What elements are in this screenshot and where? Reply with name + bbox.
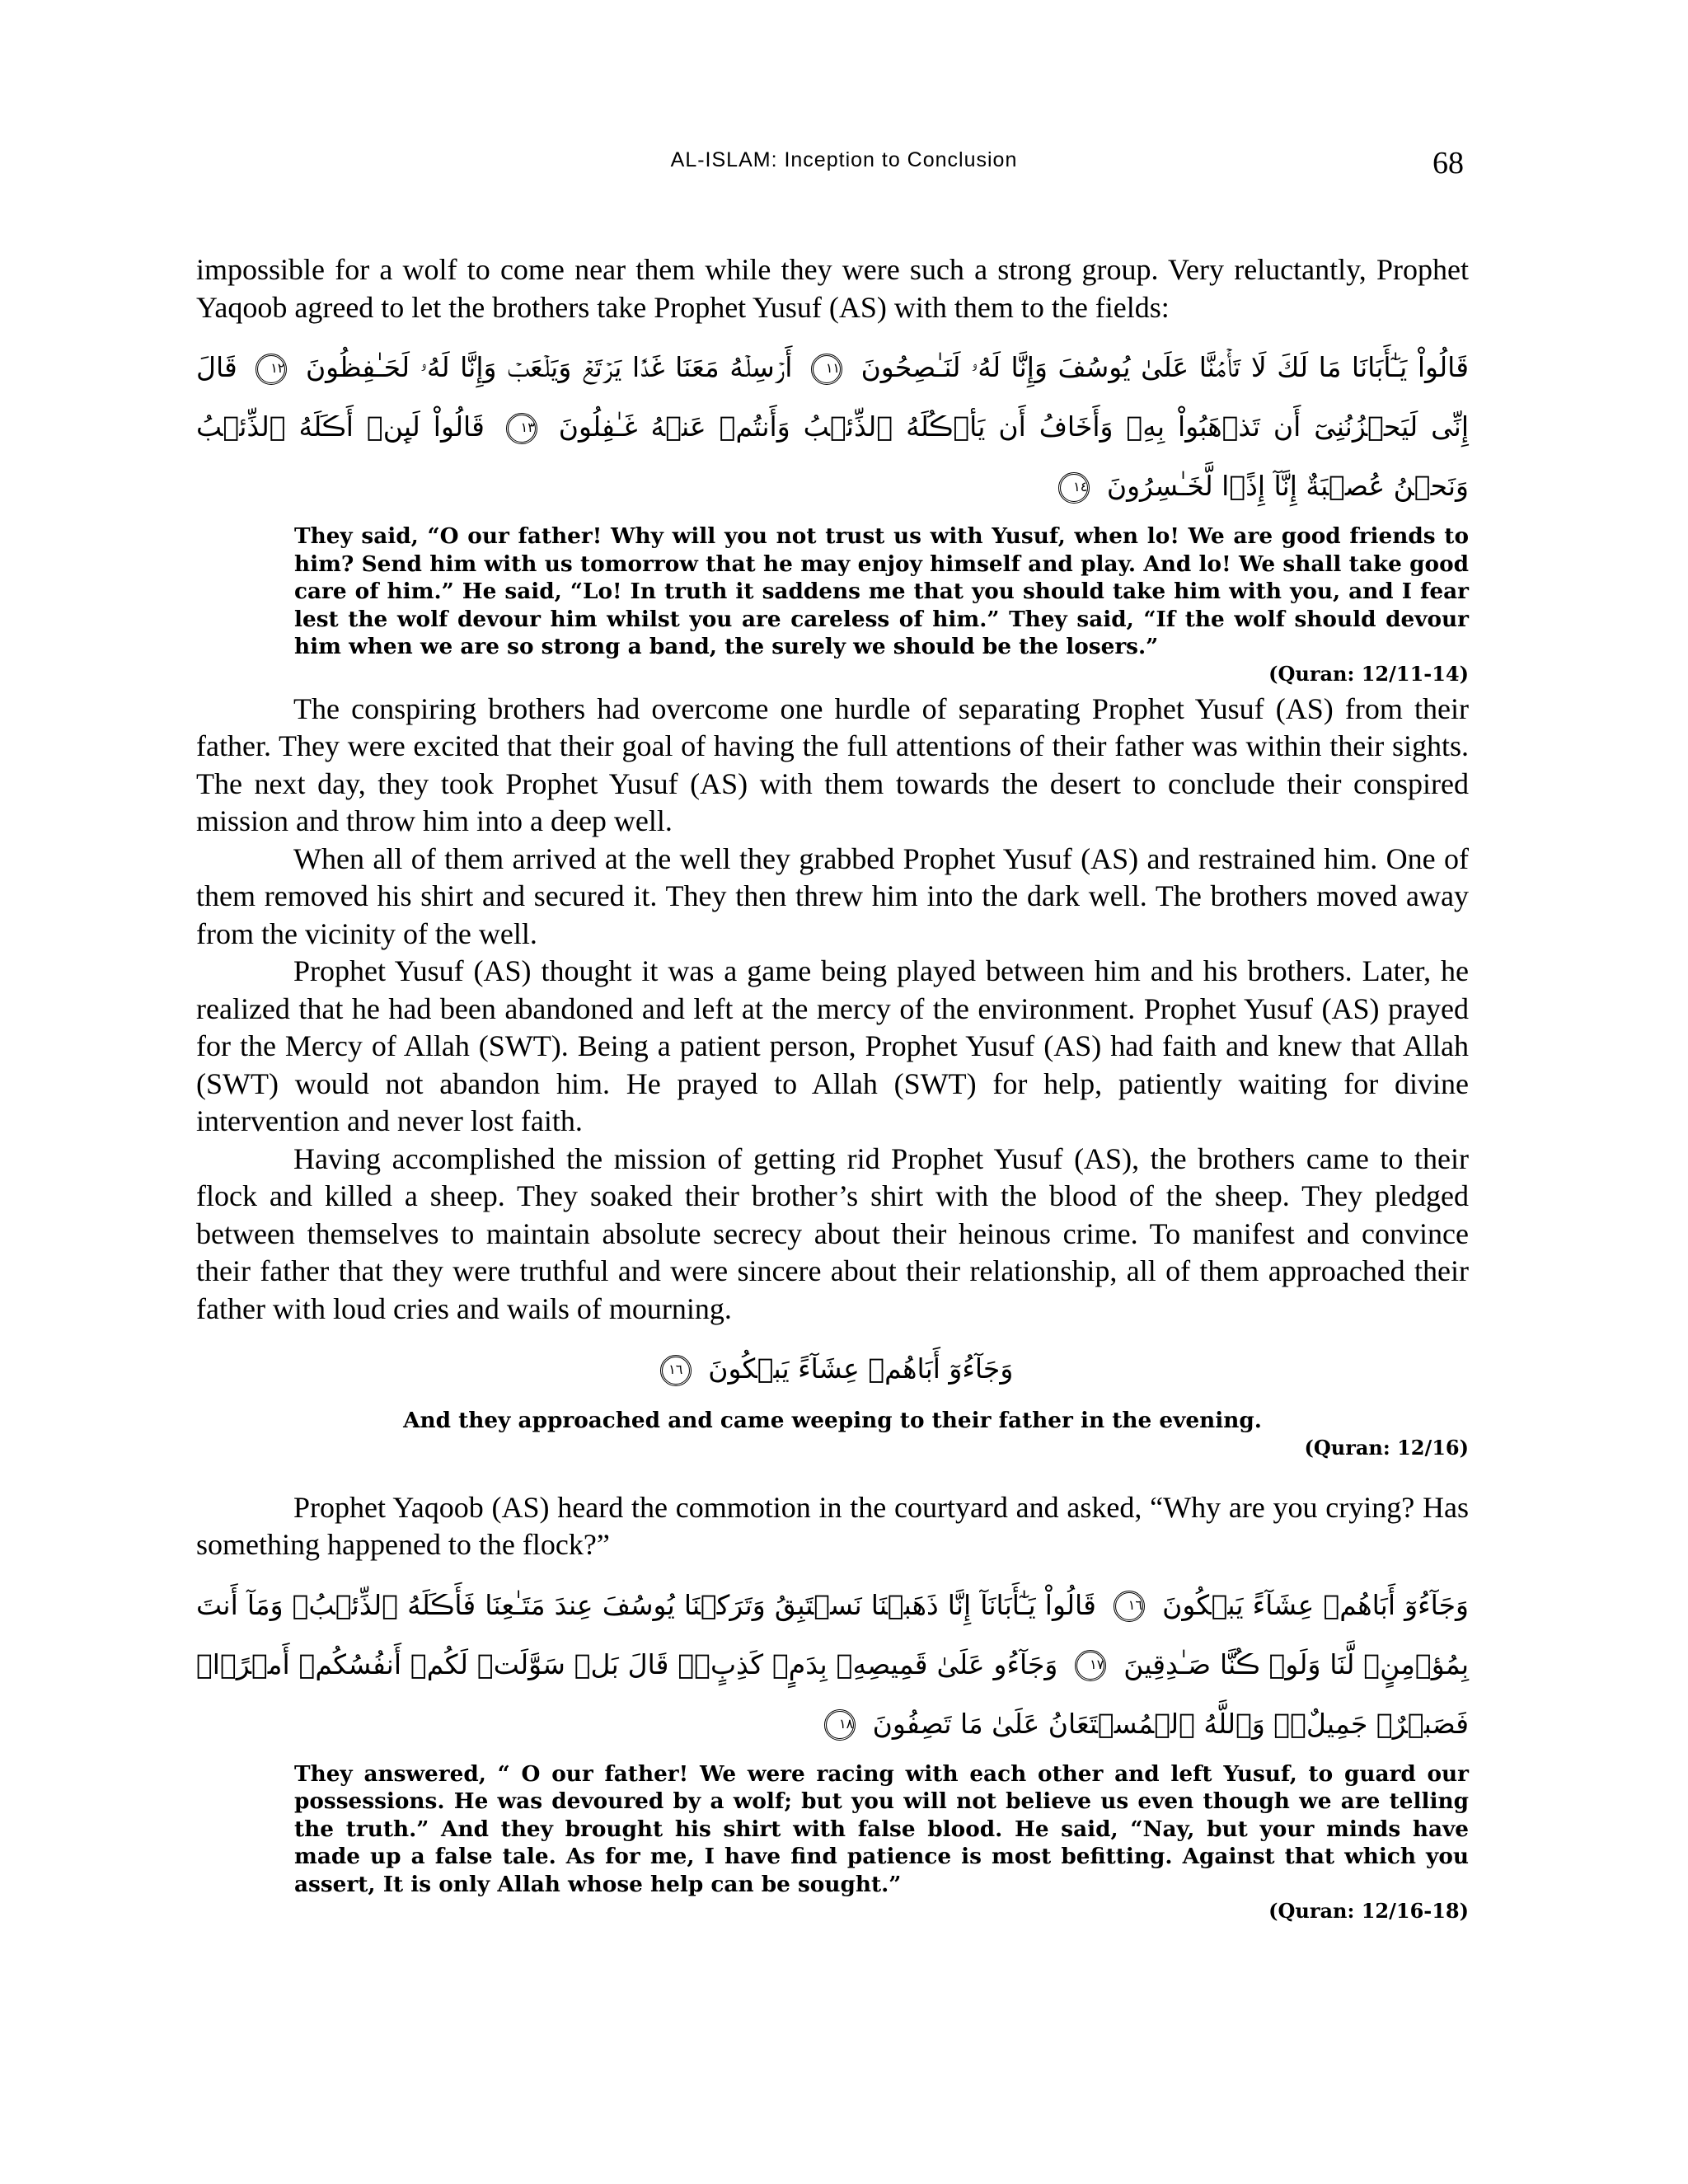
arabic-verse: قَالُواْ يَـٰٓأَبَانَا مَا لَكَ لَا تَأۡمَ۬نَّا عَلَىٰ يُوسُفَ وَإِنَّا لَهُۥ لَنَـٰصِحُونَ	[860, 351, 1469, 383]
running-title: AL-ISLAM: Inception to Conclusion	[670, 148, 1018, 171]
paragraph: Prophet Yusuf (AS) thought it was a game being played between him and his brothers. Later, he realized that he had been abandoned and left at the mercy of the environment. Prophet Yusuf (AS) prayed for the Mercy of Allah (SWT). Being a patient person, Prophet Yusuf (AS) had faith and knew that Allah (SWT) would not abandon him. He prayed to Allah (SWT) for help, patiently waiting for divine intervention and never lost faith.	[196, 954, 1469, 1137]
ayah-number-marker: ١٢	[256, 354, 287, 385]
arabic-verse: قَالُواْ يَـٰٓأَبَانَآ إِنَّا ذَهَبۡنَا نَسۡتَبِقُ وَتَرَكۡنَا يُوسُفَ عِندَ مَتَـٰعِنَا فَأَڪَلَهُ ٱلذِّئۡبُ‌ۖ وَمَآ أَنتَ بِمُؤۡمِنٍ۬ لَّنَا وَلَوۡ ڪُنَّا صَـٰدِقِينَ	[196, 1588, 1469, 1680]
verse-translation: They said, “O our father! Why will you not trust us with Yusuf, when lo! We are good friends to him? Send him with us tomorrow that he may enjoy himself and play. And lo! We shall take good care of him.” He said, “Lo! In truth it saddens me that you should take him with you, and I fear lest the wolf devour him whilst you are careless of him.” They said, “If the wolf should devour him when we are so strong a band, the surely we should be the losers.”	[294, 523, 1469, 659]
ayah-number-marker: ١٦	[1114, 1591, 1145, 1622]
paragraph: Having accomplished the mission of getting rid Prophet Yusuf (AS), the brothers came to their flock and killed a sheep. They soaked their brother’s shirt with the blood of the sheep. They pledged between themselves to maintain absolute secrecy about their heinous crime. To manifest and convince their father that they were truthful and were sincere about their relationship, all of them approached their father with loud cries and wails of mourning.	[196, 1141, 1469, 1325]
page-header	[0, 145, 1688, 186]
arabic-verse: قَالَ إِنِّى لَيَحۡزُنُنِىٓ أَن تَذۡهَبُواْ بِهِۦ وَأَخَافُ أَن يَأۡڪُلَهُ ٱلذِّئۡبُ وَأَنتُمۡ عَنۡهُ غَـٰفِلُونَ	[196, 351, 1469, 443]
ayah-number-marker: ١٦	[660, 1355, 692, 1386]
ayah-number-marker: ١١	[811, 354, 842, 385]
paragraph: The conspiring brothers had overcome one hurdle of separating Prophet Yusuf (AS) from their father. They were excited that their goal of having the full attentions of their father was within their sights. The next day, they took Prophet Yusuf (AS) with them towards the desert to conclude their conspired mission and throw him into a deep well.	[196, 691, 1469, 837]
quran-citation: (Quran: 12/16)	[1304, 1435, 1469, 1460]
arabic-verse: وَجَآءُوٓ أَبَاهُمۡ عِشَآءً يَبۡكُونَ	[708, 1352, 1014, 1385]
quran-citation: (Quran: 12/16-18)	[1268, 1899, 1469, 1923]
verse-translation: And they approached and came weeping to their father in the evening.	[403, 1408, 1262, 1433]
ayah-number-marker: ١٤	[1058, 472, 1090, 504]
arabic-verse: وَجَآءُو عَلَىٰ قَمِيصِهِۦ بِدَمٍ۬ كَذِبٍ۬‌ۚ قَالَ بَلۡ سَوَّلَتۡ لَكُمۡ أَنفُسُكُمۡ أَمۡرً۬ا‌ۖ فَصَبۡرٌ۬ جَمِيلٌ۬‌ۖ وَٱللَّهُ ٱلۡمُسۡتَعَانُ عَلَىٰ مَا تَصِفُونَ	[196, 1647, 1469, 1740]
quran-citation: (Quran: 12/11-14)	[1268, 661, 1469, 686]
paragraph: Prophet Yaqoob (AS) heard the commotion in the courtyard and asked, “Why are you crying? Has something happened to the flock?”	[196, 1490, 1469, 1561]
verse-translation: They answered, “ O our father! We were racing with each other and left Yusuf, to guard our possessions. He was devoured by a wolf; but you will not believe us even though we are telling the truth.” And they brought his shirt with false blood. He said, “Nay, but your minds have made up a false tale. As for me, I have find patience is most befitting. Against that which you assert, It is only Allah whose help can be sought.”	[294, 1760, 1469, 1897]
arabic-verse: قَالُواْ لَٮِٕنۡ أَڪَلَهُ ٱلذِّئۡبُ وَنَحۡنُ عُصۡبَةٌ إِنَّآ إِذً۬ا لَّخَـٰسِرُونَ	[196, 410, 1469, 502]
arabic-verses-11-14	[196, 338, 1469, 516]
ayah-number-marker: ١٨	[824, 1709, 856, 1741]
arabic-verse: وَجَآءُوٓ أَبَاهُمۡ عِشَآءً يَبۡكُونَ	[1162, 1588, 1469, 1621]
arabic-verse-16	[196, 1339, 1469, 1399]
paragraph: impossible for a wolf to come near them while they were such a strong group. Very reluctantly, Prophet Yaqoob agreed to let the brothers take Prophet Yusuf (AS) with them to the fields:	[196, 253, 1469, 324]
paragraph: When all of them arrived at the well they grabbed Prophet Yusuf (AS) and restrained him. One of them removed his shirt and secured it. They then threw him into the dark well. The brothers moved away from the vicinity of the well.	[196, 841, 1469, 950]
page-content	[196, 251, 1469, 1928]
arabic-verse: أَرۡسِلۡهُ مَعَنَا غَدً۬ا يَرۡتَعۡ وَيَلۡعَبۡ وَإِنَّا لَهُۥ لَحَـٰفِظُونَ	[305, 351, 793, 383]
ayah-number-marker: ١٣	[506, 413, 537, 444]
arabic-verses-16-18	[196, 1576, 1469, 1754]
page-number: 68	[1432, 146, 1464, 180]
ayah-number-marker: ١٧	[1075, 1650, 1106, 1681]
spacer	[196, 1465, 1469, 1489]
